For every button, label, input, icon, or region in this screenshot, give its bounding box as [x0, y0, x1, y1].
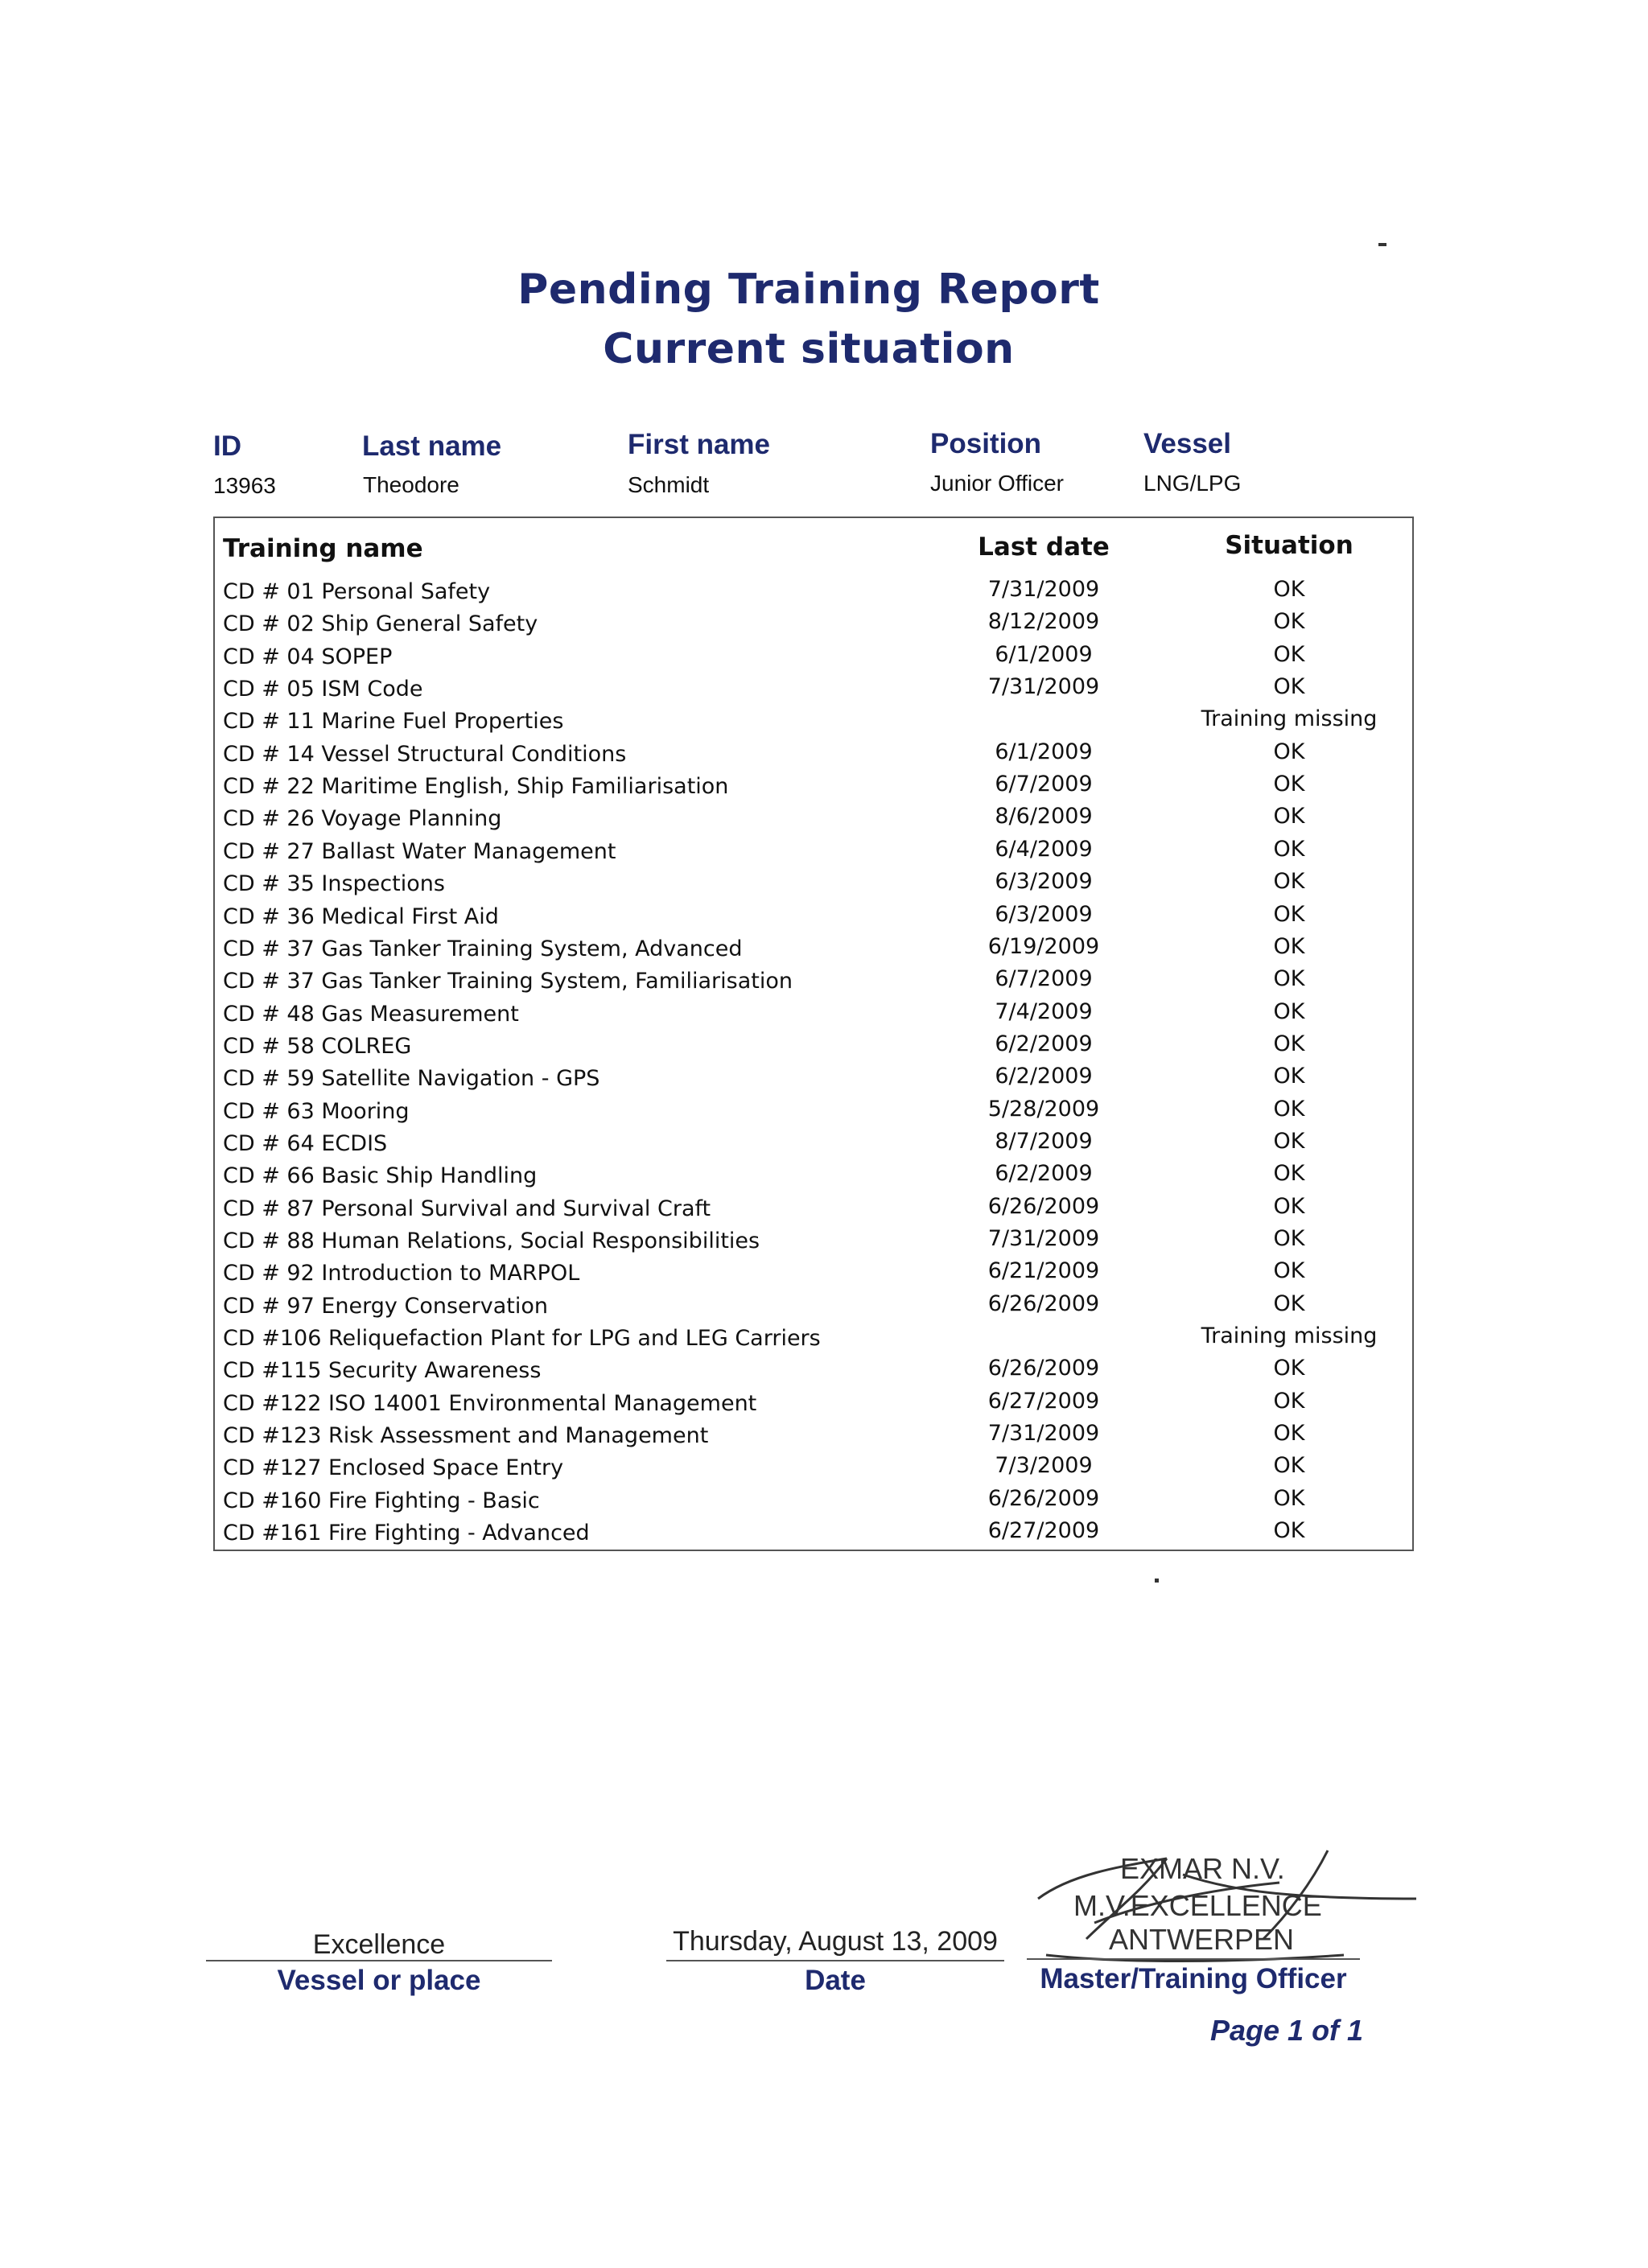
- table-row: [215, 901, 1414, 936]
- table-row: [215, 1258, 1414, 1293]
- training-name-cell: CD # 01 Personal Safety: [223, 579, 491, 604]
- situation-cell: OK: [1273, 772, 1305, 797]
- first-name-header: First name: [628, 429, 770, 460]
- last-date-cell: 7/3/2009: [995, 1453, 1093, 1479]
- situation-cell: OK: [1273, 1421, 1305, 1447]
- table-row: [215, 1323, 1414, 1358]
- vessel-value: LNG/LPG: [1143, 471, 1242, 496]
- table-row: [215, 1388, 1414, 1423]
- last-date-cell: 7/31/2009: [987, 674, 1100, 700]
- last-date-cell: 6/19/2009: [987, 933, 1100, 959]
- situation-cell: OK: [1273, 1388, 1305, 1414]
- table-row: [215, 1290, 1414, 1326]
- table-row: [215, 1423, 1414, 1455]
- training-name-cell: CD # 37 Gas Tanker Training System, Familiarisation: [223, 969, 793, 994]
- report-title: Pending Training Report: [517, 265, 1100, 314]
- vessel-place-value: Excellence: [312, 1929, 446, 1960]
- situation-cell: OK: [1273, 1356, 1305, 1381]
- table-row: [215, 1193, 1414, 1229]
- table-row: [215, 1128, 1414, 1163]
- table-row: [215, 774, 1414, 806]
- situation-cell: OK: [1273, 869, 1305, 895]
- training-name-cell: CD # 66 Basic Ship Handling: [223, 1163, 538, 1189]
- situation-cell: OK: [1273, 836, 1305, 862]
- position-value: Junior Officer: [930, 471, 1064, 496]
- training-name-cell: CD # 02 Ship General Safety: [223, 611, 538, 637]
- situation-cell: OK: [1273, 1161, 1305, 1187]
- training-name-cell: CD # 11 Marine Fuel Properties: [223, 709, 564, 735]
- first-name-value: Schmidt: [628, 472, 710, 497]
- situation-cell: Training missing: [1201, 1323, 1378, 1349]
- vessel-place-label: Vessel or place: [277, 1965, 481, 1996]
- training-name-cell: CD #106 Reliquefaction Plant for LPG and LEG Carriers: [223, 1326, 821, 1352]
- table-row: [215, 1096, 1414, 1131]
- training-name-header: Training name: [223, 534, 423, 563]
- situation-cell: OK: [1273, 609, 1305, 635]
- scan-speck: [1378, 243, 1386, 246]
- training-name-cell: CD # 05 ISM Code: [223, 677, 423, 702]
- table-row: [215, 1518, 1414, 1553]
- situation-cell: OK: [1273, 1518, 1305, 1544]
- training-name-cell: CD # 35 Inspections: [223, 871, 445, 897]
- situation-cell: OK: [1273, 804, 1305, 829]
- stamp-line-vessel: M.V.EXCELLENCE: [1073, 1889, 1322, 1922]
- training-name-cell: CD # 14 Vessel Structural Conditions: [223, 741, 627, 767]
- situation-cell: OK: [1273, 1031, 1305, 1056]
- last-date-cell: 7/4/2009: [995, 998, 1093, 1024]
- situation-cell: OK: [1273, 1226, 1305, 1251]
- last-date-cell: 6/27/2009: [987, 1388, 1100, 1414]
- training-name-cell: CD # 92 Introduction to MARPOL: [223, 1261, 580, 1286]
- situation-cell: OK: [1273, 1064, 1305, 1089]
- last-date-cell: 8/7/2009: [995, 1128, 1093, 1154]
- situation-cell: OK: [1273, 1128, 1305, 1154]
- table-row: [215, 998, 1414, 1034]
- vessel-place-line: [206, 1960, 552, 1961]
- last-name-header: Last name: [362, 430, 502, 462]
- last-date-cell: 8/12/2009: [987, 609, 1100, 635]
- last-name-value: Theodore: [363, 472, 459, 497]
- training-name-cell: CD # 36 Medical First Aid: [223, 903, 499, 929]
- situation-cell: OK: [1273, 1096, 1305, 1122]
- last-date-cell: 6/7/2009: [995, 772, 1093, 797]
- training-name-cell: CD # 88 Human Relations, Social Responsibilities: [223, 1229, 760, 1253]
- situation-cell: OK: [1273, 1258, 1305, 1284]
- last-date-cell: 8/6/2009: [995, 804, 1093, 829]
- situation-cell: OK: [1273, 966, 1305, 992]
- table-row: [215, 933, 1414, 969]
- situation-header: Situation: [1225, 531, 1353, 560]
- table-row: [215, 806, 1414, 838]
- situation-cell: OK: [1273, 933, 1305, 959]
- officer-label: Master/Training Officer: [1040, 1963, 1347, 1994]
- last-date-cell: 6/26/2009: [987, 1290, 1100, 1316]
- training-name-cell: CD # 64 ECDIS: [223, 1130, 388, 1156]
- last-date-cell: 7/31/2009: [987, 577, 1100, 602]
- table-row: [215, 1485, 1414, 1521]
- last-date-cell: 6/26/2009: [987, 1193, 1100, 1219]
- table-row: [215, 579, 1414, 611]
- table-row: [215, 674, 1414, 709]
- table-row: [215, 1066, 1414, 1098]
- training-name-cell: CD #161 Fire Fighting - Advanced: [223, 1521, 590, 1546]
- stamp-line-company: EXMAR N.V.: [1120, 1852, 1285, 1885]
- page-number: Page 1 of 1: [1210, 2014, 1364, 2047]
- training-name-cell: CD # 48 Gas Measurement: [223, 1001, 519, 1027]
- training-name-cell: CD # 22 Maritime English, Ship Familiarisation: [223, 774, 729, 800]
- training-name-cell: CD # 04 SOPEP: [223, 644, 393, 669]
- position-header: Position: [930, 428, 1042, 459]
- situation-cell: OK: [1273, 577, 1305, 602]
- table-row: [215, 966, 1414, 1001]
- table-row: [215, 1455, 1414, 1488]
- date-label: Date: [805, 1965, 866, 1996]
- date-line: [666, 1960, 1004, 1961]
- training-name-cell: CD # 37 Gas Tanker Training System, Advanced: [223, 936, 743, 961]
- last-date-cell: 6/7/2009: [995, 966, 1093, 992]
- training-name-cell: CD #115 Security Awareness: [223, 1358, 542, 1384]
- training-table: [213, 517, 1414, 1551]
- situation-cell: OK: [1273, 1290, 1305, 1316]
- situation-cell: OK: [1273, 641, 1305, 667]
- signature: [1022, 1842, 1424, 1971]
- vessel-header: Vessel: [1143, 428, 1231, 459]
- situation-cell: OK: [1273, 1193, 1305, 1219]
- training-name-cell: CD #160 Fire Fighting - Basic: [223, 1488, 540, 1513]
- id-value: 13963: [213, 473, 276, 498]
- training-name-cell: CD # 58 COLREG: [223, 1033, 412, 1059]
- last-date-cell: 6/2/2009: [995, 1161, 1093, 1187]
- situation-cell: OK: [1273, 739, 1305, 764]
- table-row: [215, 1358, 1414, 1390]
- last-date-cell: 6/21/2009: [987, 1258, 1100, 1284]
- last-date-header: Last date: [978, 533, 1110, 562]
- date-value: Thursday, August 13, 2009: [673, 1926, 998, 1957]
- last-date-cell: 7/31/2009: [987, 1421, 1100, 1447]
- last-date-cell: 6/4/2009: [995, 836, 1093, 862]
- table-row: [215, 641, 1414, 677]
- last-date-cell: 7/31/2009: [987, 1226, 1100, 1251]
- table-row: [215, 1226, 1414, 1261]
- officer-line: [1027, 1958, 1360, 1960]
- last-date-cell: 6/26/2009: [987, 1485, 1100, 1511]
- table-row: [215, 1031, 1414, 1066]
- situation-cell: OK: [1273, 1453, 1305, 1479]
- last-date-cell: 6/2/2009: [995, 1031, 1093, 1056]
- last-date-cell: 5/28/2009: [987, 1096, 1100, 1122]
- table-row: [215, 706, 1414, 741]
- training-name-cell: CD # 27 Ballast Water Management: [223, 838, 616, 864]
- id-header: ID: [213, 430, 241, 462]
- situation-cell: OK: [1273, 674, 1305, 700]
- training-name-cell: CD # 63 Mooring: [223, 1098, 410, 1124]
- last-date-cell: 6/3/2009: [995, 901, 1093, 927]
- last-date-cell: 6/3/2009: [995, 869, 1093, 895]
- last-date-cell: 6/1/2009: [995, 641, 1093, 667]
- table-row: [215, 739, 1414, 774]
- last-date-cell: 6/27/2009: [987, 1518, 1100, 1544]
- training-name-cell: CD #127 Enclosed Space Entry: [223, 1455, 564, 1481]
- table-row: [215, 871, 1414, 903]
- training-name-cell: CD # 97 Energy Conservation: [223, 1293, 548, 1319]
- last-date-cell: 6/26/2009: [987, 1356, 1100, 1381]
- situation-cell: OK: [1273, 901, 1305, 927]
- training-name-cell: CD #123 Risk Assessment and Management: [223, 1423, 709, 1449]
- training-name-cell: CD # 59 Satellite Navigation - GPS: [223, 1066, 600, 1092]
- stamp-line-city: ANTWERPEN: [1109, 1923, 1295, 1956]
- training-name-cell: CD # 87 Personal Survival and Survival Craft: [223, 1196, 711, 1221]
- last-date-cell: 6/1/2009: [995, 739, 1093, 764]
- last-date-cell: 6/2/2009: [995, 1064, 1093, 1089]
- situation-cell: OK: [1273, 1485, 1305, 1511]
- training-name-cell: CD #122 ISO 14001 Environmental Management: [223, 1390, 757, 1416]
- situation-cell: OK: [1273, 998, 1305, 1024]
- training-name-cell: CD # 26 Voyage Planning: [223, 806, 502, 832]
- table-row: [215, 836, 1414, 871]
- report-subtitle: Current situation: [603, 325, 1015, 373]
- scan-speck: [1155, 1579, 1159, 1583]
- table-row: [215, 611, 1414, 644]
- situation-cell: Training missing: [1201, 706, 1378, 732]
- table-row: [215, 1163, 1414, 1196]
